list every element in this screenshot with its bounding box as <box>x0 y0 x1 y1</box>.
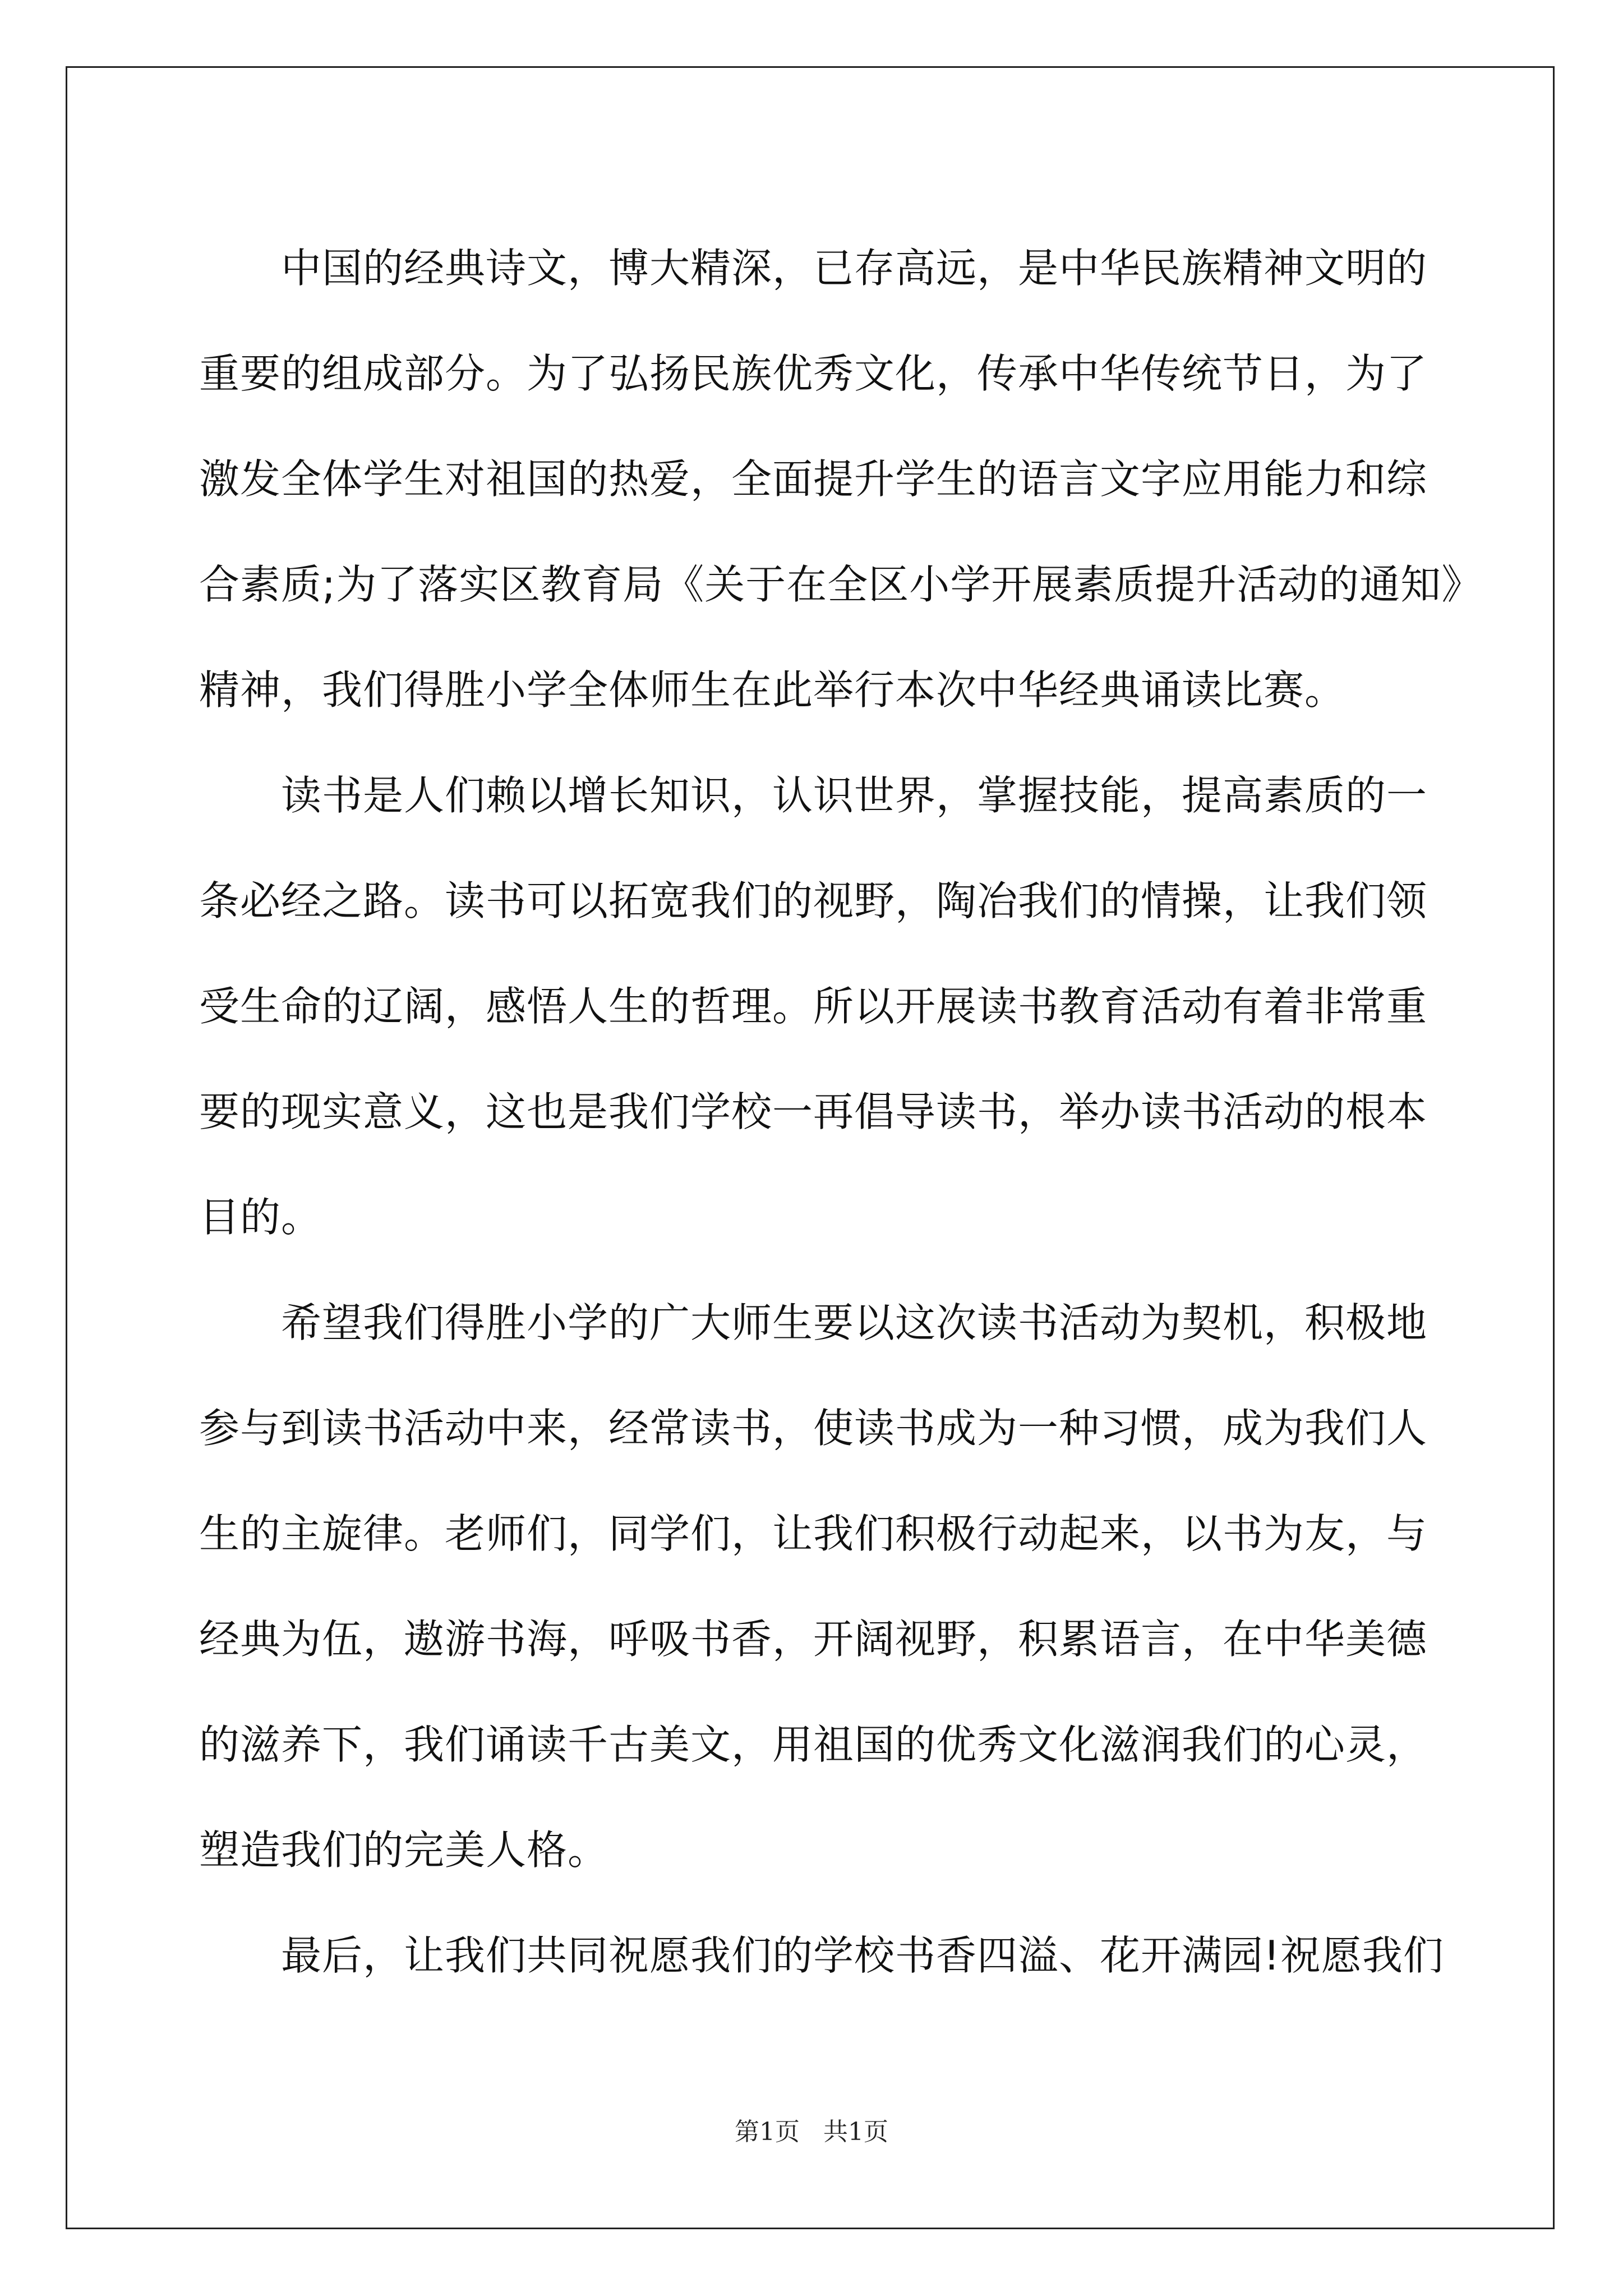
text-line: 中国的经典诗文，博大精深，已存高远，是中华民族精神文明的 <box>199 245 1428 292</box>
page-total: 共1页 <box>823 2118 888 2146</box>
text-line: 条必经之路。读书可以拓宽我们的视野，陶冶我们的情操，让我们领 <box>199 877 1428 924</box>
text-line: 经典为伍，遨游书海，呼吸书香，开阔视野，积累语言，在中华美德 <box>199 1616 1428 1663</box>
document-body <box>199 212 1483 2005</box>
text-line: 希望我们得胜小学的广大师生要以这次读书活动为契机，积极地 <box>199 1299 1428 1346</box>
page-footer <box>0 2111 1623 2147</box>
text-line: 读书是人们赖以增长知识，认识世界，掌握技能，提高素质的一 <box>199 772 1428 819</box>
text-line: 塑造我们的完美人格。 <box>199 1826 609 1874</box>
text-line: 目的。 <box>199 1194 322 1241</box>
text-line: 要的现实意义，这也是我们学校一再倡导读书，举办读书活动的根本 <box>199 1088 1428 1135</box>
text-line: 生的主旋律。老师们，同学们，让我们积极行动起来，以书为友，与 <box>199 1510 1428 1557</box>
text-line: 重要的组成部分。为了弘扬民族优秀文化，传承中华传统节日，为了 <box>199 350 1428 397</box>
text-line: 的滋养下，我们诵读千古美文，用祖国的优秀文化滋润我们的心灵， <box>199 1721 1428 1768</box>
text-line: 参与到读书活动中来，经常读书，使读书成为一种习惯，成为我们人 <box>199 1405 1428 1452</box>
text-line: 受生命的辽阔，感悟人生的哲理。所以开展读书教育活动有着非常重 <box>199 983 1428 1030</box>
text-line: 最后，让我们共同祝愿我们的学校书香四溢、花开满园!祝愿我们 <box>199 1932 1444 1979</box>
text-line: 合素质;为了落实区教育局《关于在全区小学开展素质提升活动的通知》 <box>199 561 1483 608</box>
text-line: 激发全体学生对祖国的热爱，全面提升学生的语言文字应用能力和综 <box>199 455 1428 503</box>
page-number: 第1页 <box>735 2118 800 2146</box>
text-line: 精神，我们得胜小学全体师生在此举行本次中华经典诵读比赛。 <box>199 666 1346 714</box>
